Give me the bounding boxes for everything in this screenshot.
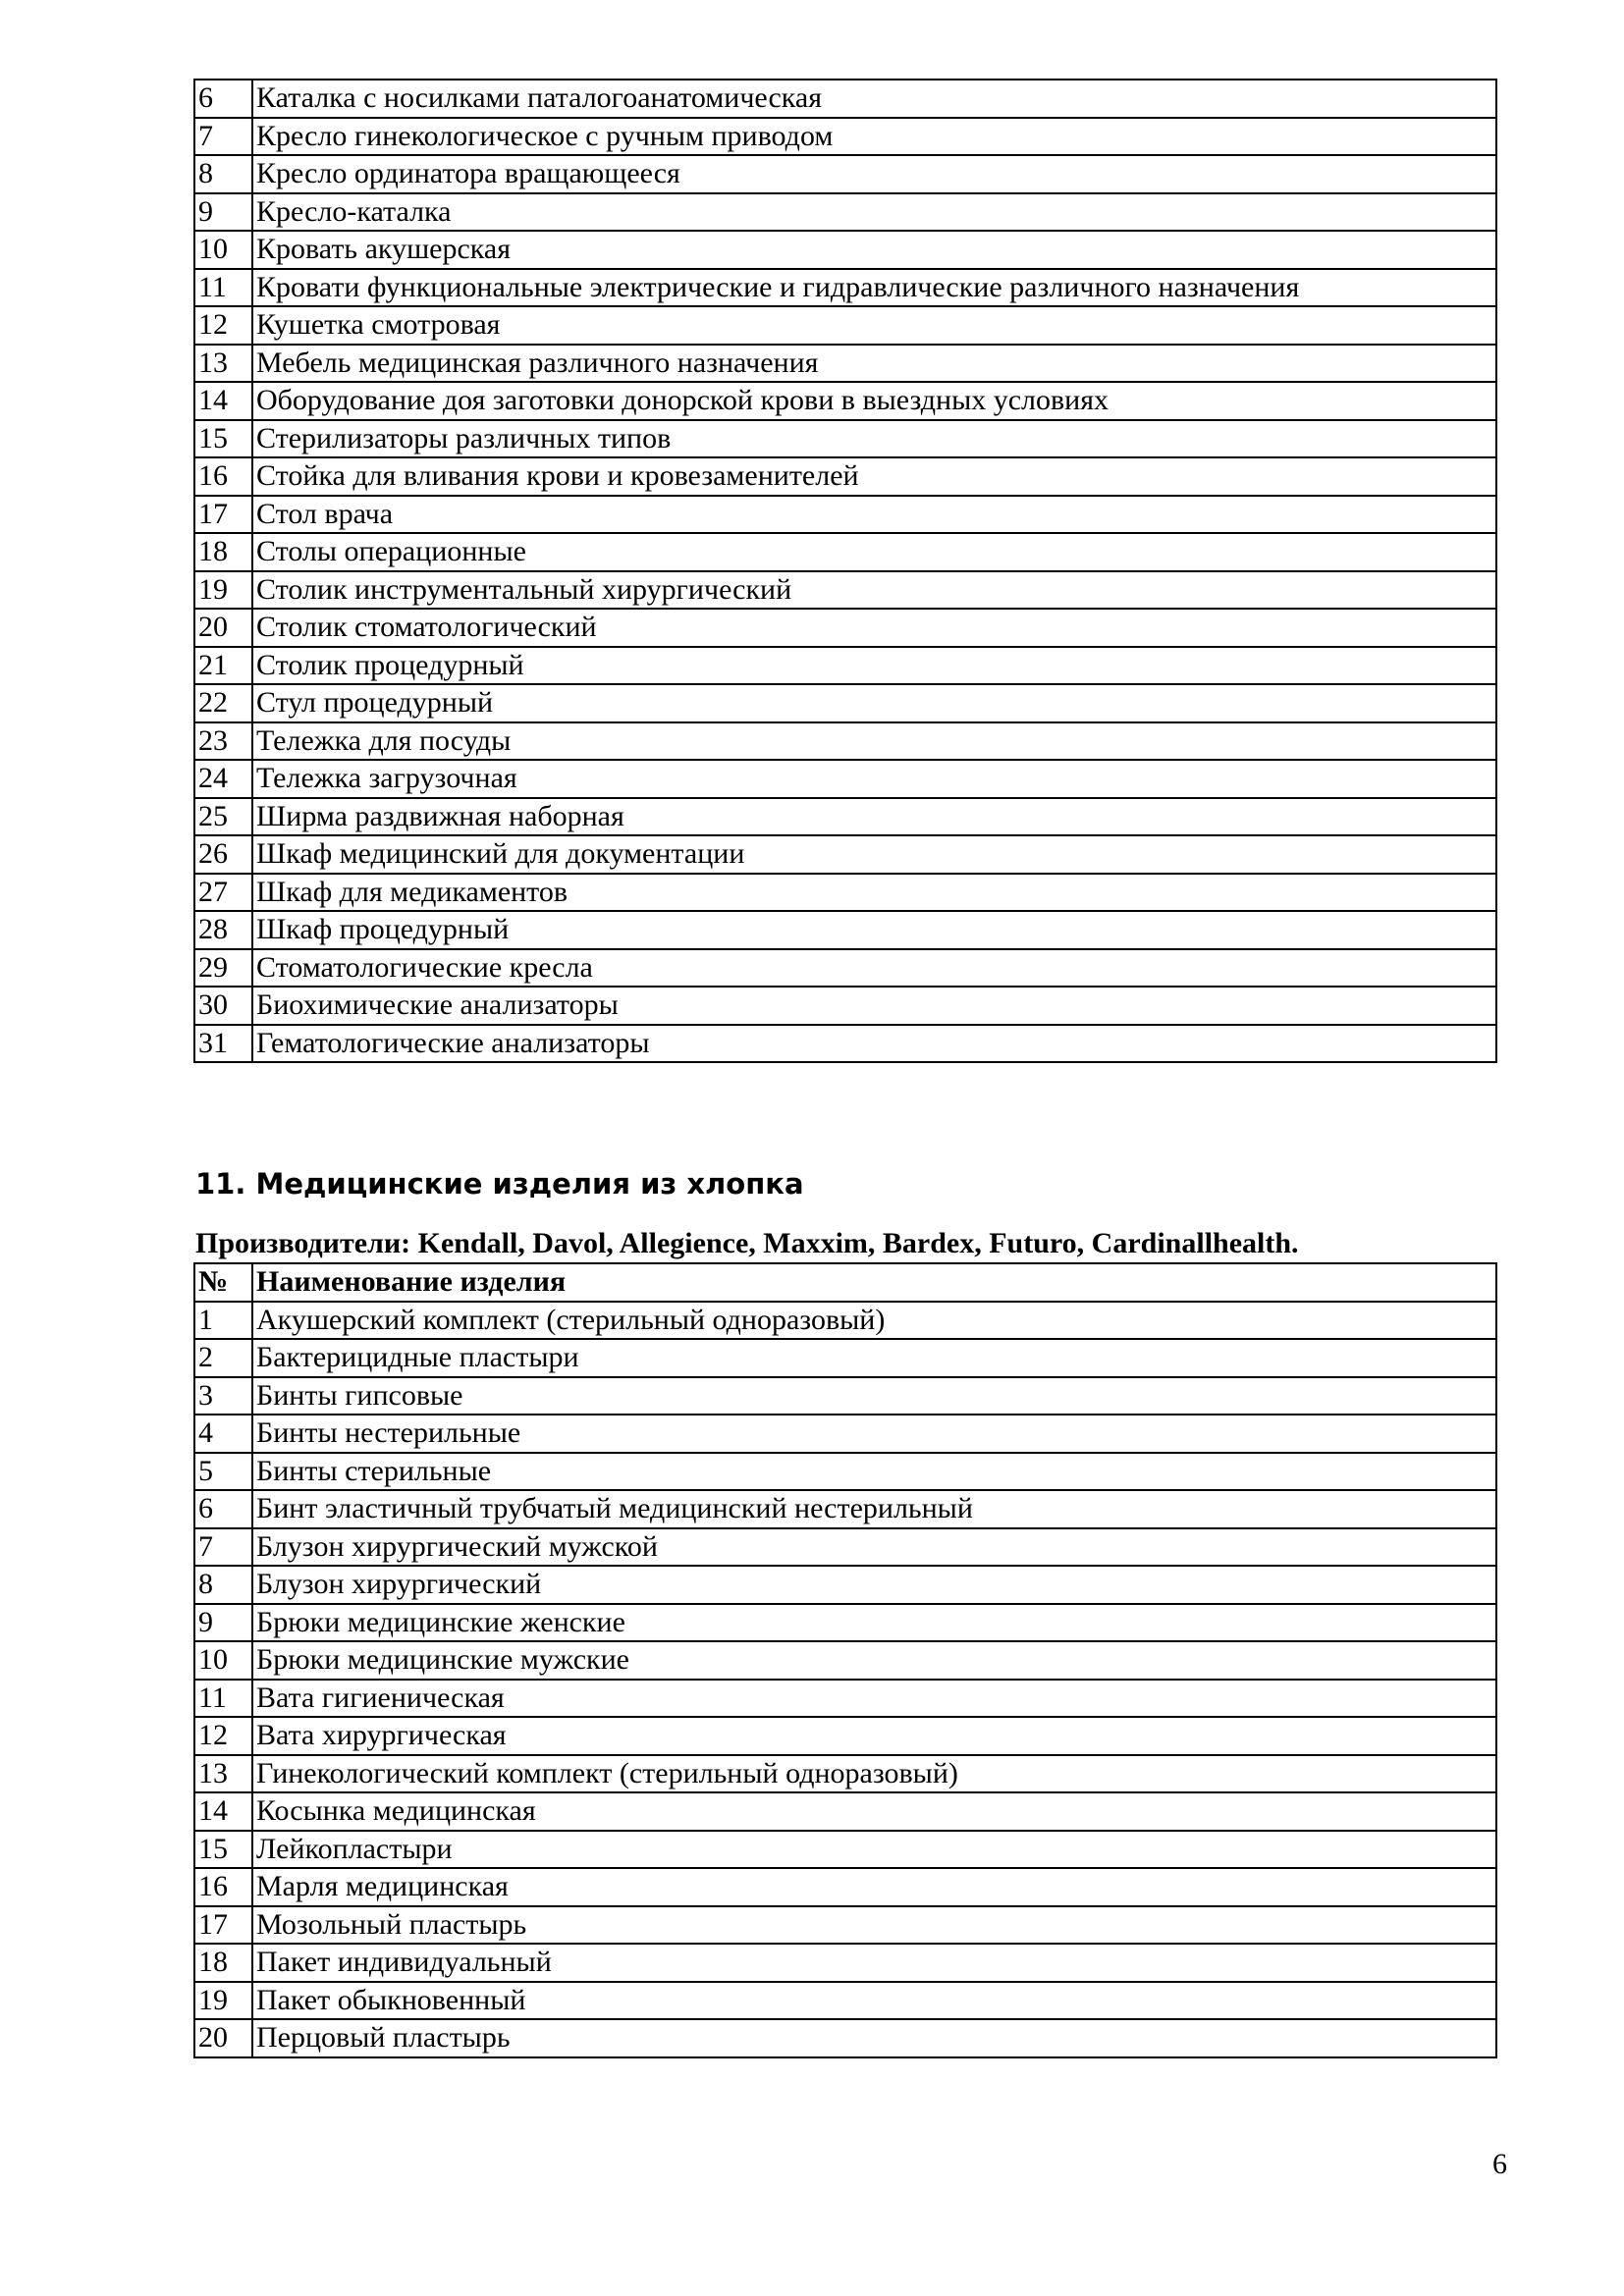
row-name-cell: Марля медицинская [252, 1868, 1496, 1906]
row-number-cell: 14 [194, 1792, 252, 1831]
table-row [194, 118, 1496, 156]
table-row [194, 1339, 1496, 1377]
header-number-cell: № [194, 1263, 252, 1302]
equipment-table-body [194, 80, 1496, 1062]
row-name-cell: Перцовый пластырь [252, 2019, 1496, 2057]
table-row [194, 231, 1496, 269]
row-number-cell: 20 [194, 2019, 252, 2057]
row-name-cell: Лейкопластыри [252, 1831, 1496, 1869]
row-number-cell: 12 [194, 1717, 252, 1755]
row-name-cell: Стул процедурный [252, 684, 1496, 722]
row-name-cell: Бинты нестерильные [252, 1415, 1496, 1453]
row-number-cell: 15 [194, 1831, 252, 1869]
row-name-cell: Пакет индивидуальный [252, 1944, 1496, 1982]
table-row [194, 1604, 1496, 1642]
cotton-products-table [193, 1262, 1497, 2058]
row-number-cell: 10 [194, 1641, 252, 1680]
row-number-cell: 20 [194, 609, 252, 647]
row-name-cell: Мебель медицинская различного назначения [252, 345, 1496, 383]
row-number-cell: 5 [194, 1453, 252, 1491]
row-number-cell: 18 [194, 533, 252, 571]
row-number-cell: 27 [194, 874, 252, 912]
manufacturers-line: Производители: Kendall, Davol, Allegience, Maxxim, Bardex, Futuro, Cardinallhealth. [195, 1227, 1299, 1259]
table-row [194, 2019, 1496, 2057]
row-number-cell: 13 [194, 345, 252, 383]
row-number-cell: 26 [194, 835, 252, 874]
row-number-cell: 8 [194, 1566, 252, 1604]
row-number-cell: 16 [194, 457, 252, 496]
table-row [194, 835, 1496, 874]
row-number-cell: 16 [194, 1868, 252, 1906]
row-name-cell: Биохимические анализаторы [252, 987, 1496, 1025]
row-name-cell: Вата гигиеническая [252, 1680, 1496, 1718]
row-name-cell: Стоматологические кресла [252, 949, 1496, 988]
table-row [194, 345, 1496, 383]
row-name-cell: Кресло-каталка [252, 193, 1496, 232]
table-row [194, 609, 1496, 647]
row-number-cell: 1 [194, 1302, 252, 1340]
row-number-cell: 4 [194, 1415, 252, 1453]
row-name-cell: Стол врача [252, 496, 1496, 534]
page-number: 6 [1492, 2148, 1507, 2180]
row-name-cell: Вата хирургическая [252, 1717, 1496, 1755]
row-number-cell: 30 [194, 987, 252, 1025]
row-name-cell: Стерилизаторы различных типов [252, 420, 1496, 458]
row-number-cell: 22 [194, 684, 252, 722]
row-number-cell: 24 [194, 760, 252, 798]
row-number-cell: 28 [194, 911, 252, 949]
row-name-cell: Бинты стерильные [252, 1453, 1496, 1491]
row-name-cell: Столы операционные [252, 533, 1496, 571]
table-row [194, 647, 1496, 685]
row-name-cell: Кресло ординатора вращающееся [252, 155, 1496, 193]
row-name-cell: Брюки медицинские женские [252, 1604, 1496, 1642]
table-row [194, 722, 1496, 761]
row-number-cell: 11 [194, 269, 252, 307]
table-row [194, 798, 1496, 836]
row-number-cell: 21 [194, 647, 252, 685]
table-row [194, 1982, 1496, 2020]
table-row [194, 1302, 1496, 1340]
equipment-table [193, 79, 1497, 1063]
row-number-cell: 13 [194, 1755, 252, 1793]
row-name-cell: Кровать акушерская [252, 231, 1496, 269]
table-row [194, 1792, 1496, 1831]
row-name-cell: Гематологические анализаторы [252, 1025, 1496, 1063]
row-number-cell: 17 [194, 1906, 252, 1945]
row-number-cell: 9 [194, 1604, 252, 1642]
table-row [194, 155, 1496, 193]
row-name-cell: Блузон хирургический мужской [252, 1528, 1496, 1567]
row-name-cell: Бинт эластичный трубчатый медицинский нестерильный [252, 1490, 1496, 1528]
row-name-cell: Ширма раздвижная наборная [252, 798, 1496, 836]
row-number-cell: 12 [194, 306, 252, 345]
row-number-cell: 19 [194, 1982, 252, 2020]
row-name-cell: Шкаф медицинский для документации [252, 835, 1496, 874]
table-row [194, 874, 1496, 912]
row-name-cell: Тележка загрузочная [252, 760, 1496, 798]
row-number-cell: 29 [194, 949, 252, 988]
row-number-cell: 15 [194, 420, 252, 458]
table-row [194, 1680, 1496, 1718]
row-name-cell: Стойка для вливания крови и кровезаменителей [252, 457, 1496, 496]
table-row [194, 987, 1496, 1025]
row-name-cell: Бактерицидные пластыри [252, 1339, 1496, 1377]
table-row [194, 1906, 1496, 1945]
row-number-cell: 23 [194, 722, 252, 761]
table-row [194, 911, 1496, 949]
table-row [194, 684, 1496, 722]
row-number-cell: 11 [194, 1680, 252, 1718]
table-row [194, 1490, 1496, 1528]
section-heading: 11. Медицинские изделия из хлопка [195, 1167, 804, 1201]
cotton-products-table-body [194, 1263, 1496, 2057]
row-number-cell: 14 [194, 382, 252, 420]
table-row [194, 760, 1496, 798]
row-name-cell: Шкаф для медикаментов [252, 874, 1496, 912]
table-row [194, 1641, 1496, 1680]
table-row [194, 949, 1496, 988]
row-number-cell: 19 [194, 571, 252, 610]
header-name-cell: Наименование изделия [252, 1263, 1496, 1302]
table-row [194, 1868, 1496, 1906]
row-name-cell: Кровати функциональные электрические и гидравлические различного назначения [252, 269, 1496, 307]
table-row [194, 1755, 1496, 1793]
table-header-row [194, 1263, 1496, 1302]
row-number-cell: 31 [194, 1025, 252, 1063]
table-row [194, 193, 1496, 232]
row-name-cell: Блузон хирургический [252, 1566, 1496, 1604]
table-row [194, 1415, 1496, 1453]
table-row [194, 571, 1496, 610]
table-row [194, 1025, 1496, 1063]
row-name-cell: Брюки медицинские мужские [252, 1641, 1496, 1680]
table-row [194, 1453, 1496, 1491]
row-name-cell: Пакет обыкновенный [252, 1982, 1496, 2020]
row-number-cell: 6 [194, 1490, 252, 1528]
row-number-cell: 7 [194, 1528, 252, 1567]
row-name-cell: Каталка с носилками паталогоанатомическая [252, 80, 1496, 118]
table-row [194, 269, 1496, 307]
table-row [194, 1717, 1496, 1755]
table-row [194, 496, 1496, 534]
table-row [194, 457, 1496, 496]
row-name-cell: Кушетка смотровая [252, 306, 1496, 345]
table-row [194, 1377, 1496, 1415]
table-row [194, 1528, 1496, 1567]
row-name-cell: Мозольный пластырь [252, 1906, 1496, 1945]
row-name-cell: Кресло гинекологическое с ручным приводом [252, 118, 1496, 156]
row-number-cell: 25 [194, 798, 252, 836]
row-name-cell: Гинекологический комплект (стерильный одноразовый) [252, 1755, 1496, 1793]
table-row [194, 1944, 1496, 1982]
row-number-cell: 18 [194, 1944, 252, 1982]
row-number-cell: 8 [194, 155, 252, 193]
row-number-cell: 10 [194, 231, 252, 269]
table-row [194, 80, 1496, 118]
table-row [194, 1831, 1496, 1869]
row-name-cell: Столик инструментальный хирургический [252, 571, 1496, 610]
row-name-cell: Столик процедурный [252, 647, 1496, 685]
table-row [194, 420, 1496, 458]
row-number-cell: 9 [194, 193, 252, 232]
row-name-cell: Столик стоматологический [252, 609, 1496, 647]
row-name-cell: Акушерский комплект (стерильный одноразовый) [252, 1302, 1496, 1340]
row-name-cell: Шкаф процедурный [252, 911, 1496, 949]
row-name-cell: Косынка медицинская [252, 1792, 1496, 1831]
row-number-cell: 3 [194, 1377, 252, 1415]
row-name-cell: Бинты гипсовые [252, 1377, 1496, 1415]
table-row [194, 533, 1496, 571]
row-number-cell: 2 [194, 1339, 252, 1377]
row-number-cell: 6 [194, 80, 252, 118]
row-name-cell: Оборудование доя заготовки донорской крови в выездных условиях [252, 382, 1496, 420]
table-row [194, 306, 1496, 345]
table-row [194, 1566, 1496, 1604]
row-number-cell: 7 [194, 118, 252, 156]
row-number-cell: 17 [194, 496, 252, 534]
row-name-cell: Тележка для посуды [252, 722, 1496, 761]
table-row [194, 382, 1496, 420]
